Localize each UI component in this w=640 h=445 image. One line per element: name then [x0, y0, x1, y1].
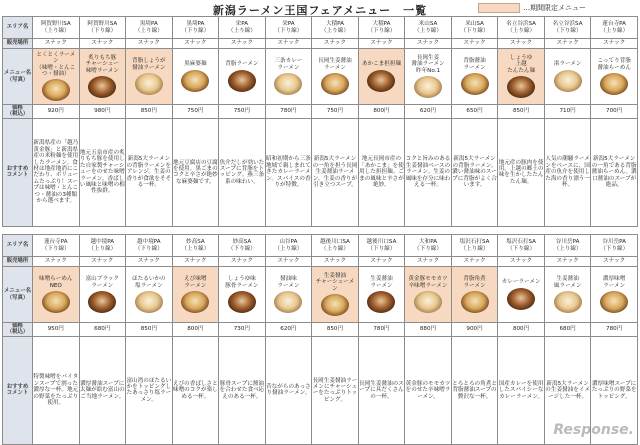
row-sales: [3, 257, 638, 267]
area-name: 大積PA （下り線）: [358, 17, 405, 39]
menu-cell: [498, 267, 545, 323]
ramen-bowl-icon: [414, 76, 442, 98]
area-name: 大積PA （上り線）: [312, 17, 359, 39]
row-price: [3, 105, 638, 119]
row-area: [3, 235, 638, 257]
area-name: 米山SA （下り線）: [451, 17, 498, 39]
price: 800円: [498, 323, 545, 337]
menu-name: とくとくラーメン （味噌・とんこつ・醤油）: [36, 51, 76, 77]
menu-name: 長岡生姜醤油 ラーメン: [318, 58, 352, 71]
sales-location: スナック: [79, 39, 126, 49]
price: 730円: [219, 323, 266, 337]
comment: とろとろの角煮と背脂醤油スープの贅沢な一杯。: [451, 336, 498, 444]
menu-cell: [33, 49, 80, 105]
row-comment: [3, 118, 638, 226]
menu-name: 生姜醤油 風ラーメン: [553, 276, 582, 289]
menu-cell: [219, 267, 266, 323]
comment: 特製味噌をバイタンスープで割った濃厚な一杯。地元の野菜をたっぷり使用。: [33, 336, 80, 444]
area-name: 名立谷浜SA （下り線）: [544, 17, 591, 39]
menu-cell: [544, 49, 591, 105]
price: 800円: [358, 105, 405, 119]
menu-cell: [312, 49, 359, 105]
ramen-bowl-icon: [461, 73, 489, 95]
price: 880円: [405, 323, 452, 337]
row-label-menu: メニュー名 （写真）: [3, 267, 33, 323]
area-name: 谷川岳PA （下り線）: [591, 235, 638, 257]
sales-location: スナック: [265, 257, 312, 267]
sales-location: スナック: [405, 39, 452, 49]
menu-name: ほたるいかの 塩ラーメン: [132, 276, 166, 289]
ramen-bowl-icon: [135, 73, 163, 95]
comment: コクと旨みのある生姜醤油ベースのラーメン。生姜の風味を存分に味わえる一杯。: [405, 118, 452, 226]
comment: 国産カレーを使用したスパイシーなカレーラーメン。: [498, 336, 545, 444]
area-name: 阿賀野川SA （上り線）: [33, 17, 80, 39]
price: 950円: [33, 323, 80, 337]
menu-name: あかこま担担麺: [361, 61, 402, 68]
price: 700円: [591, 105, 638, 119]
price: 680円: [544, 323, 591, 337]
sales-location: スナック: [405, 257, 452, 267]
price: 680円: [79, 323, 126, 337]
price: 850円: [126, 105, 173, 119]
menu-cell: [172, 267, 219, 323]
menu-cell: [219, 49, 266, 105]
price: 780円: [265, 105, 312, 119]
menu-name: 渚ラーメン: [553, 61, 582, 68]
area-name: 越後川口SA （上り線）: [312, 235, 359, 257]
menu-cell: [591, 49, 638, 105]
menu-cell: [358, 267, 405, 323]
price: 920円: [33, 105, 80, 119]
comment: 地元産の豚肉を使用。上越の郷土の味を生かしたたんたん麺。: [498, 118, 545, 226]
menu-name: 生姜醤油 ラーメン: [370, 276, 393, 289]
area-name: 名立谷浜SA （上り線）: [498, 17, 545, 39]
menu-name: カレーラーメン: [501, 279, 541, 286]
menu-name: えび味噌 ラーメン: [184, 276, 207, 289]
price: 850円: [312, 323, 359, 337]
price: 750円: [172, 105, 219, 119]
area-name: 蓮台寺PA （上り線）: [591, 17, 638, 39]
sales-location: スナック: [219, 257, 266, 267]
menu-cell: [498, 49, 545, 105]
sales-location: スナック: [79, 257, 126, 267]
row-price: [3, 323, 638, 337]
sales-location: スナック: [591, 39, 638, 49]
sales-location: スナック: [358, 257, 405, 267]
ramen-bowl-icon: [181, 70, 209, 92]
sales-location: スナック: [498, 257, 545, 267]
comment: 地元長岡市産の「あかこま」を使用した担担麺。ごまの風味と辛さが絶妙。: [358, 118, 405, 226]
ramen-bowl-icon: [600, 73, 628, 95]
menu-name: 背脂ラーメン: [225, 61, 259, 68]
price: 650円: [451, 105, 498, 119]
price: 780円: [591, 323, 638, 337]
ramen-bowl-icon: [321, 73, 349, 95]
ramen-bowl-icon: [181, 291, 209, 313]
ramen-bowl-icon: [367, 291, 395, 313]
price: 620円: [405, 105, 452, 119]
comment: 昭和初期から三条地域で親しまれてきたカレーラーメン。スパイスの香りが特徴。: [265, 118, 312, 226]
menu-table-bottom: [2, 234, 638, 445]
legend-swatch: [478, 3, 520, 13]
price: 780円: [358, 323, 405, 337]
price: 750円: [219, 105, 266, 119]
menu-name: こってり背脂 醤油らーめん: [597, 58, 631, 71]
sales-location: スナック: [33, 257, 80, 267]
sales-location: スナック: [451, 39, 498, 49]
area-name: 大和PA （下り線）: [405, 235, 452, 257]
price: 980円: [79, 105, 126, 119]
comment: 豚骨スープに醤油を合わせた食べ応えのある一杯。: [219, 336, 266, 444]
menu-name: 背脂角煮 ラーメン: [463, 276, 486, 289]
price: 900円: [451, 323, 498, 337]
row-menu: [3, 49, 638, 105]
area-name: 山谷PA （上り線）: [265, 235, 312, 257]
sales-location: スナック: [265, 39, 312, 49]
row-label-area: エリア名: [3, 235, 33, 257]
menu-name: 味噌らーめん NEO: [38, 276, 73, 289]
menu-name: 三条カレー ラーメン: [274, 58, 303, 71]
area-name: 越後川口SA （下り線）: [358, 235, 405, 257]
menu-cell: [405, 267, 452, 323]
menu-cell: [544, 267, 591, 323]
ramen-bowl-icon: [554, 291, 582, 313]
sales-location: スナック: [126, 39, 173, 49]
menu-name: 長岡生姜 醤油ラーメン 昨年No.1: [411, 54, 445, 74]
menu-cell: [33, 267, 80, 323]
price: 800円: [172, 323, 219, 337]
sales-location: スナック: [358, 39, 405, 49]
sales-location: スナック: [544, 39, 591, 49]
menu-name: 生姜醤油 チャーシューメン: [315, 272, 355, 292]
comment: 黄金豚のモモカツをのせた辛味噌ラーメン。: [405, 336, 452, 444]
price: 620円: [265, 323, 312, 337]
area-name: 妙高SA （下り線）: [219, 235, 266, 257]
comment: 人気の潮騒ラーメンをベースに、国産の魚介を使用した海の香り漂う一杯。: [544, 118, 591, 226]
row-sales: [3, 39, 638, 49]
sales-location: スナック: [451, 257, 498, 267]
sales-location: スナック: [312, 257, 359, 267]
menu-name: 炙りもち豚 チャーシュー 味噌ラーメン: [85, 54, 119, 74]
comment: 長岡生姜醤油ラーメンにチャーシューをたっぷりトッピング。: [312, 336, 359, 444]
ramen-bowl-icon: [88, 291, 116, 313]
comment: 地元豆腐店の豆腐を使用。黒ごまのコクと辛さが絶妙な麻婆麺です。: [172, 118, 219, 226]
legend-label: …期間限定メニュー: [523, 4, 586, 12]
menu-cell: [126, 267, 173, 323]
row-label-menu: メニュー名 （写真）: [3, 49, 33, 105]
row-label-sales: 販売場所: [3, 39, 33, 49]
area-name: 栄PA （下り線）: [265, 17, 312, 39]
menu-cell: [79, 49, 126, 105]
sales-location: スナック: [219, 39, 266, 49]
area-name: 栄PA （上り線）: [219, 17, 266, 39]
menu-name: 背脂醤油 ラーメン: [463, 58, 486, 71]
price: 850円: [498, 105, 545, 119]
area-name: 阿賀野川SA （下り線）: [79, 17, 126, 39]
comment: 新潟5大ラーメンの一角である背脂醤油らーめん。濃口醤油のスープが絶品。: [591, 118, 638, 226]
area-name: 蓮台寺PA （下り線）: [33, 235, 80, 257]
menu-cell: [451, 49, 498, 105]
row-label-area: エリア名: [3, 17, 33, 39]
sales-location: スナック: [544, 257, 591, 267]
comment: 魚介だしが効いたスープに背脂をトッピング。燕三条系の味わい。: [219, 118, 266, 226]
menu-name: 醤油味 ラーメン: [277, 276, 300, 289]
ramen-bowl-icon: [414, 291, 442, 313]
ramen-bowl-icon: [135, 291, 163, 313]
sales-location: スナック: [33, 39, 80, 49]
area-name: 黒埼PA （下り線）: [172, 17, 219, 39]
menu-cell: [126, 49, 173, 105]
area-name: 黒埼PA （上り線）: [126, 17, 173, 39]
ramen-bowl-icon: [507, 288, 535, 310]
page-title: 新潟ラーメン王国フェアメニュー 一覧: [212, 4, 428, 17]
menu-name: 黄金豚モモカツ 辛味噌ラーメン: [408, 276, 448, 289]
row-label-comment: おすすめ コメント: [3, 336, 33, 444]
menu-cell: [172, 49, 219, 105]
legend: [478, 3, 586, 13]
ramen-bowl-icon: [42, 79, 70, 101]
sales-location: スナック: [312, 39, 359, 49]
ramen-bowl-icon: [367, 70, 395, 92]
menu-name: 背脂しょうが 醤油ラーメン: [132, 58, 166, 71]
area-name: 塩沢石打SA （下り線）: [498, 235, 545, 257]
comment: 地元五泉市産の炙りもち豚を使用した自家製チャーシューをのせた味噌ラーメン。香ばしい風味と味噌の相性抜群。: [79, 118, 126, 226]
area-name: 越中境PA （上り線）: [79, 235, 126, 257]
ramen-bowl-icon: [461, 291, 489, 313]
sales-location: スナック: [126, 257, 173, 267]
menu-cell: [405, 49, 452, 105]
watermark: Response.: [553, 422, 634, 438]
row-label-sales: 販売場所: [3, 257, 33, 267]
row-label-comment: おすすめ コメント: [3, 118, 33, 226]
sales-location: スナック: [172, 39, 219, 49]
ramen-bowl-icon: [600, 291, 628, 313]
menu-cell: [358, 49, 405, 105]
price: 850円: [126, 323, 173, 337]
menu-name: 黒麻婆麺: [184, 61, 207, 68]
row-menu: [3, 267, 638, 323]
row-area: [3, 17, 638, 39]
menu-cell: [265, 49, 312, 105]
menu-name: 富山ブラック ラーメン: [85, 276, 120, 289]
sales-location: スナック: [498, 39, 545, 49]
sales-location: スナック: [172, 257, 219, 267]
price: 710円: [544, 105, 591, 119]
menu-name: しょうゆ 上越 たんたん麺: [507, 54, 536, 74]
ramen-bowl-icon: [507, 76, 535, 98]
area-name: 米山SA （上り線）: [405, 17, 452, 39]
row-label-price: 価格 （税込）: [3, 105, 33, 119]
ramen-bowl-icon: [274, 73, 302, 95]
menu-cell: [79, 267, 126, 323]
area-name: 谷川岳PA （上り線）: [544, 235, 591, 257]
ramen-bowl-icon: [88, 76, 116, 98]
comment: 新潟5大ラーメンの生姜醤油をイメージした一杯。: [544, 336, 591, 444]
ramen-bowl-icon: [228, 291, 256, 313]
comment: 濃厚醤油スープに太麺が絡む富山のご当地ラーメン。: [79, 336, 126, 444]
row-label-price: 価格 （税込）: [3, 323, 33, 337]
area-name: 越中境PA （下り線）: [126, 235, 173, 257]
ramen-bowl-icon: [554, 70, 582, 92]
sales-location: スナック: [591, 257, 638, 267]
comment: えびの香ばしさと味噌のコクが楽しめる一杯。: [172, 336, 219, 444]
area-name: 妙高SA （上り線）: [172, 235, 219, 257]
menu-table-top: [2, 16, 638, 227]
menu-cell: [451, 267, 498, 323]
comment: 新潟県産の「越乃黄金豚」と新潟県産の米粉麺を使用したラーメン。食材は地産地消にこだわり、ボリュームたっぷり！スープは味噌・とんこつ・醤油の3種類から選べます。: [33, 118, 80, 226]
comment: 新潟5大ラーメンの背脂ラーメン。濃い醤油味のスープに背脂がよく合います。: [451, 118, 498, 226]
menu-cell: [591, 267, 638, 323]
comment: 昔ながらのあっさり醤油ラーメン。: [265, 336, 312, 444]
comment: 長岡生姜醤油のスープに具だくさんの一杯。: [358, 336, 405, 444]
comment: 新潟5大ラーメンの背脂ラーメンをアレンジ。生姜の香りが食欲をそそる一杯。: [126, 118, 173, 226]
menu-cell: [265, 267, 312, 323]
row-comment: [3, 336, 638, 444]
menu-cell: [312, 267, 359, 323]
comment: 新潟5大ラーメンの一角を担う長岡生姜醤油ラーメン。生姜の香りが引き立つスープ。: [312, 118, 359, 226]
menu-name: 濃厚味噌 ラーメン: [602, 276, 626, 289]
menu-name: しょうゆ味 豚骨ラーメン: [225, 276, 259, 289]
price: 750円: [312, 105, 359, 119]
ramen-bowl-icon: [274, 291, 302, 313]
ramen-bowl-icon: [42, 291, 70, 313]
area-name: 塩沢石打SA （上り線）: [451, 235, 498, 257]
ramen-bowl-icon: [228, 70, 256, 92]
ramen-bowl-icon: [321, 294, 349, 316]
comment: 濃厚味噌スープにたっぷりの野菜をトッピング。: [591, 336, 638, 444]
comment: 富山湾のほたるいかをトッピングしたあっさり塩ラーメン。: [126, 336, 173, 444]
